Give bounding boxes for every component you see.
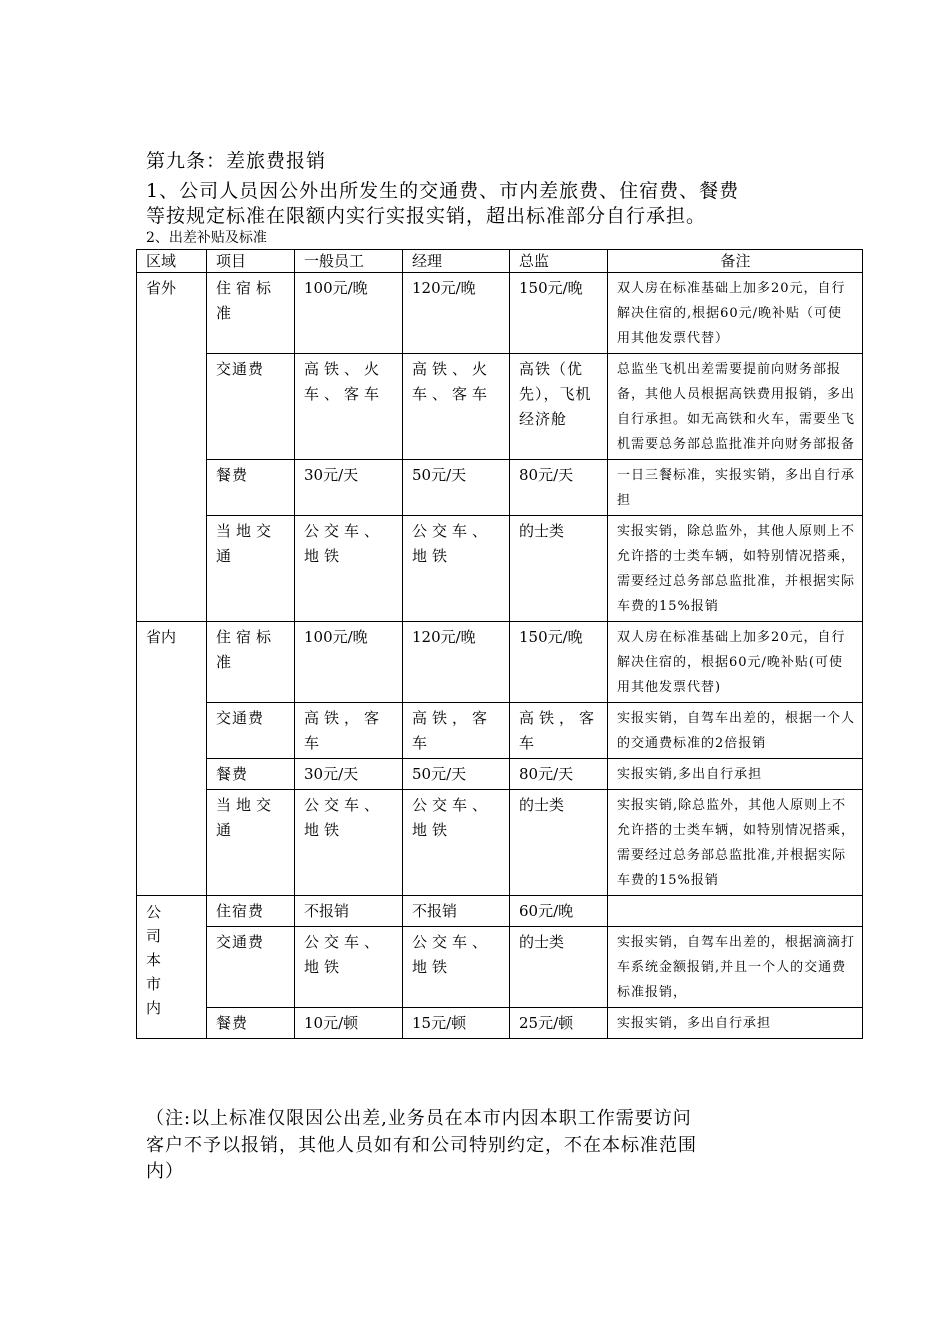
general-cell: 高铁，客车	[295, 703, 403, 759]
table-row	[137, 703, 863, 759]
note-cell: 实报实销,除总监外，其他人原则上不允许搭的士类车辆，如特别情况搭乘，需要经过总务部总监批准,并根据实际车费的15%报销	[608, 790, 863, 896]
table-subtitle: 2、出差补贴及标准	[146, 230, 267, 246]
header-general-staff: 一般员工	[295, 250, 403, 273]
footnote-line-2: 客户不予以报销，其他人员如有和公司特别约定，不在本标准范围	[146, 1135, 697, 1156]
item-cell: 交通费	[207, 927, 295, 1008]
note-cell: 双人房在标准基础上加多20元，自行解决住宿的,根据60元/晚补贴（可使用其他发票代替）	[608, 273, 863, 354]
item-cell: 餐费	[207, 460, 295, 516]
general-cell: 公交车、地铁	[295, 790, 403, 896]
director-cell: 的士类	[510, 790, 608, 896]
note-cell: 实报实销,多出自行承担	[608, 759, 863, 790]
table-row	[137, 896, 863, 927]
note-cell: 双人房在标准基础上加多20元，自行解决住宿的，根据60元/晚补贴(可使用其他发票代替)	[608, 622, 863, 703]
article-title: 第九条：差旅费报销	[146, 150, 327, 172]
manager-cell: 不报销	[403, 896, 510, 927]
item-cell: 住宿标准	[207, 622, 295, 703]
paragraph-line-2: 等按规定标准在限额内实行实报实销，超出标准部分自行承担。	[146, 205, 707, 227]
table-row	[137, 790, 863, 896]
note-cell: 一日三餐标准，实报实销，多出自行承担	[608, 460, 863, 516]
table-row	[137, 1008, 863, 1039]
manager-cell: 公交车、地铁	[403, 516, 510, 622]
note-cell: 实报实销，自驾车出差的，根据一个人的交通费标准的2倍报销	[608, 703, 863, 759]
general-cell: 高铁、火车、客车	[295, 354, 403, 460]
manager-cell: 公交车、地铁	[403, 927, 510, 1008]
director-cell: 高铁（优先），飞机经济舱	[510, 354, 608, 460]
note-cell: 实报实销，多出自行承担	[608, 1008, 863, 1039]
manager-cell: 15元/顿	[403, 1008, 510, 1039]
table-row	[137, 354, 863, 460]
manager-cell: 高铁、火车、客车	[403, 354, 510, 460]
director-cell: 150元/晚	[510, 273, 608, 354]
header-region: 区域	[137, 250, 207, 273]
note-cell: 实报实销，自驾车出差的，根据滴滴打车系统金额报销,并且一个人的交通费标准报销，	[608, 927, 863, 1008]
general-cell: 不报销	[295, 896, 403, 927]
header-item: 项目	[207, 250, 295, 273]
item-cell: 当地交通	[207, 790, 295, 896]
director-cell: 的士类	[510, 516, 608, 622]
paragraph-line-1: 1、公司人员因公外出所发生的交通费、市内差旅费、住宿费、餐费	[146, 180, 740, 202]
director-cell: 80元/天	[510, 759, 608, 790]
director-cell: 150元/晚	[510, 622, 608, 703]
table-row	[137, 622, 863, 703]
item-cell: 住宿标准	[207, 273, 295, 354]
region-cell: 公司本市内	[137, 896, 207, 1039]
item-cell: 餐费	[207, 1008, 295, 1039]
header-director: 总监	[510, 250, 608, 273]
allowance-table	[136, 249, 863, 1039]
general-cell: 100元/晚	[295, 273, 403, 354]
item-cell: 当地交通	[207, 516, 295, 622]
manager-cell: 120元/晚	[403, 622, 510, 703]
note-cell: 实报实销，除总监外，其他人原则上不允许搭的士类车辆，如特别情况搭乘，需要经过总务部总监批准，并根据实际车费的15%报销	[608, 516, 863, 622]
table-row	[137, 927, 863, 1008]
header-manager: 经理	[403, 250, 510, 273]
table-row	[137, 460, 863, 516]
item-cell: 餐费	[207, 759, 295, 790]
director-cell: 高铁，客车	[510, 703, 608, 759]
director-cell: 的士类	[510, 927, 608, 1008]
item-cell: 住宿费	[207, 896, 295, 927]
header-note: 备注	[608, 250, 863, 273]
region-cell: 省外	[137, 273, 207, 622]
item-cell: 交通费	[207, 703, 295, 759]
director-cell: 60元/晚	[510, 896, 608, 927]
footnote-line-3: 内）	[146, 1161, 184, 1182]
general-cell: 10元/顿	[295, 1008, 403, 1039]
footnote-line-1: （注:以上标准仅限因公出差,业务员在本市内因本职工作需要访问	[146, 1108, 692, 1129]
general-cell: 公交车、地铁	[295, 516, 403, 622]
general-cell: 100元/晚	[295, 622, 403, 703]
note-cell: 总监坐飞机出差需要提前向财务部报备，其他人员根据高铁费用报销，多出自行承担。如无高铁和火车，需要坐飞机需要总务部总监批准并向财务部报备	[608, 354, 863, 460]
table-header-row	[137, 250, 863, 273]
table-row	[137, 516, 863, 622]
manager-cell: 50元/天	[403, 759, 510, 790]
item-cell: 交通费	[207, 354, 295, 460]
general-cell: 公交车、地铁	[295, 927, 403, 1008]
director-cell: 25元/顿	[510, 1008, 608, 1039]
table-row	[137, 759, 863, 790]
manager-cell: 120元/晚	[403, 273, 510, 354]
table-row	[137, 273, 863, 354]
manager-cell: 公交车、地铁	[403, 790, 510, 896]
manager-cell: 50元/天	[403, 460, 510, 516]
manager-cell: 高铁，客车	[403, 703, 510, 759]
general-cell: 30元/天	[295, 460, 403, 516]
note-cell	[608, 896, 863, 927]
general-cell: 30元/天	[295, 759, 403, 790]
director-cell: 80元/天	[510, 460, 608, 516]
region-cell: 省内	[137, 622, 207, 896]
